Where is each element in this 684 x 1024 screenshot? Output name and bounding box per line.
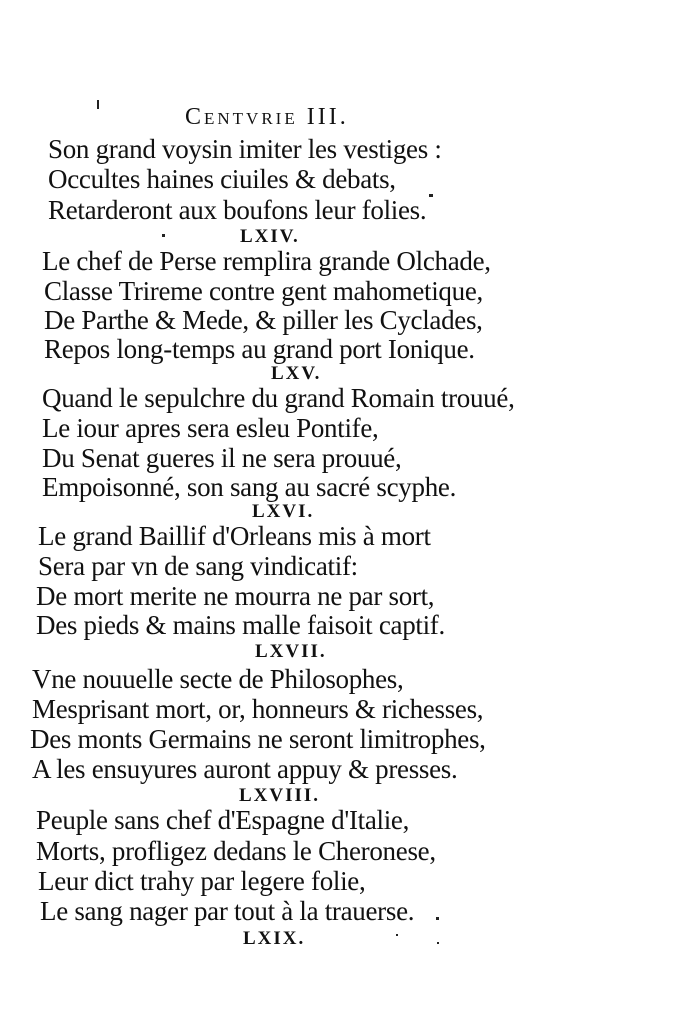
verse-line: Empoisonné, son sang au sacré scyphe. bbox=[42, 472, 457, 502]
verse-line: Retarderont aux boufons leur folies. bbox=[48, 195, 427, 225]
verse-line: Des monts Germains ne seront limitrophes, bbox=[30, 724, 486, 754]
verse-line: Quand le sepulchre du grand Romain trouué, bbox=[42, 383, 515, 413]
ink-speck bbox=[97, 100, 99, 109]
verse-line: Occultes haines ciuiles & debats, bbox=[48, 164, 396, 194]
verse-line: Des pieds & mains malle faisoit captif. bbox=[36, 610, 445, 640]
quatrain-numeral: LXVI. bbox=[252, 501, 315, 522]
verse-line: Repos long-temps au grand port Ionique. bbox=[44, 334, 475, 364]
verse-line: Du Senat gueres il ne sera prouué, bbox=[42, 443, 402, 473]
verse-line: De Parthe & Mede, & piller les Cyclades, bbox=[44, 305, 483, 335]
verse-line: Vne nouuelle secte de Philosophes, bbox=[32, 664, 404, 694]
quatrain-numeral: LXVIII. bbox=[239, 785, 321, 806]
verse-line: Peuple sans chef d'Espagne d'Italie, bbox=[36, 805, 410, 835]
verse-line: De mort merite ne mourra ne par sort, bbox=[36, 581, 435, 611]
ink-speck bbox=[396, 934, 398, 936]
ink-speck bbox=[162, 234, 165, 237]
verse-line: A les ensuyures auront appuy & presses. bbox=[32, 754, 458, 784]
verse-line: Morts, profligez dedans le Cheronese, bbox=[36, 836, 436, 866]
verse-line: Le grand Baillif d'Orleans mis à mort bbox=[38, 521, 431, 551]
verse-line: Mesprisant mort, or, honneurs & richesses, bbox=[32, 694, 484, 724]
verse-line: Le iour apres sera esleu Pontife, bbox=[42, 413, 379, 443]
verse-line: Sera par vn de sang vindicatif: bbox=[38, 551, 358, 581]
quatrain-numeral: LXIX. bbox=[243, 928, 306, 949]
quatrain-numeral: LXIV. bbox=[240, 226, 300, 247]
verse-line: Leur dict trahy par legere folie, bbox=[38, 866, 366, 896]
ink-speck bbox=[436, 917, 439, 920]
quatrain-numeral: LXV. bbox=[271, 363, 322, 384]
quatrain-numeral: LXVII. bbox=[255, 641, 327, 662]
running-head: Centvrie III. bbox=[185, 104, 349, 130]
verse-line: Le sang nager par tout à la trauerse. bbox=[40, 896, 415, 926]
ink-speck bbox=[437, 942, 439, 944]
verse-line: Classe Trireme contre gent mahometique, bbox=[44, 276, 483, 306]
ink-speck bbox=[429, 194, 433, 197]
verse-line: Le chef de Perse remplira grande Olchade, bbox=[42, 246, 491, 276]
verse-line: Son grand voysin imiter les vestiges : bbox=[48, 134, 442, 164]
